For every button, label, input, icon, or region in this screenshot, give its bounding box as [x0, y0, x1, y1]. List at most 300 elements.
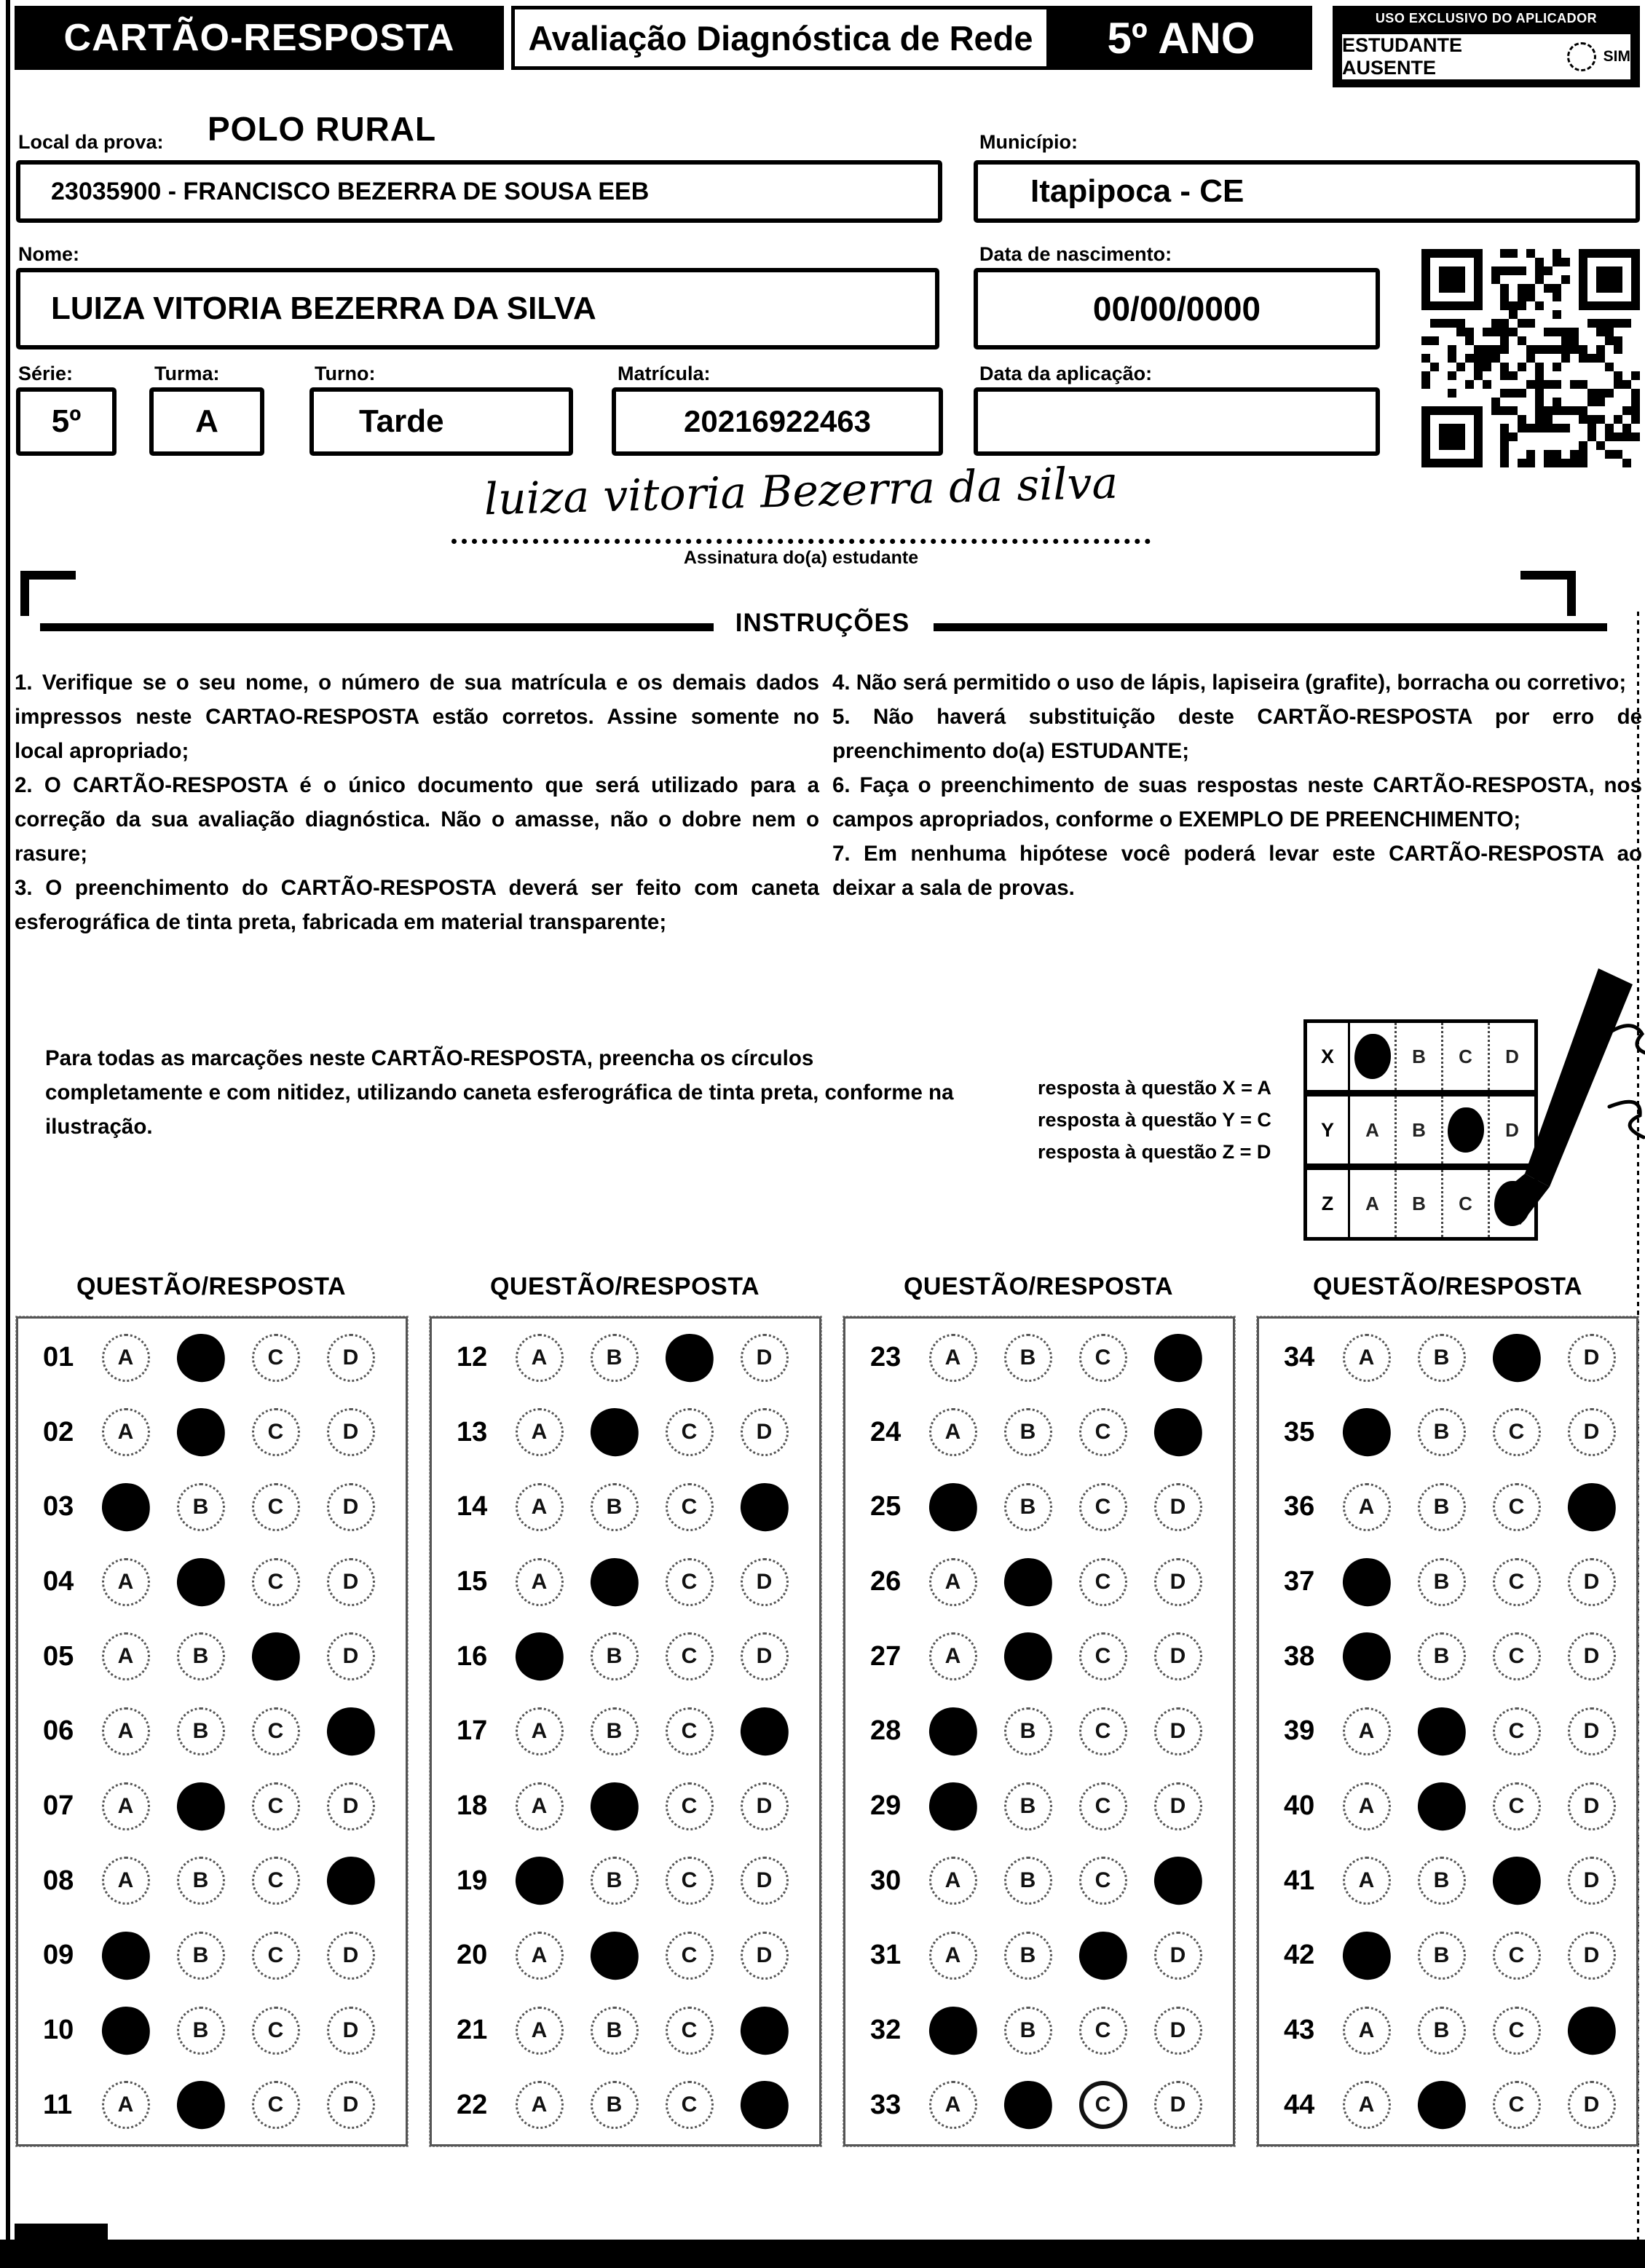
question-row: [1259, 1845, 1636, 1916]
answer-bubble[interactable]: B: [591, 1483, 639, 1531]
answer-bubble-filled[interactable]: [737, 1704, 792, 1759]
answer-cell: [1065, 1334, 1140, 1382]
answer-bubble[interactable]: A: [516, 1932, 564, 1980]
answer-bubble[interactable]: C: [1079, 1483, 1127, 1531]
answer-bubble[interactable]: B: [1004, 1707, 1052, 1755]
answer-bubble-filled[interactable]: [1489, 1330, 1544, 1385]
answer-cell: [238, 1782, 313, 1830]
answer-bubble[interactable]: D: [327, 1632, 375, 1680]
answer-bubble[interactable]: C: [252, 1707, 300, 1755]
answer-bubble[interactable]: C: [1079, 1408, 1127, 1456]
answer-bubble[interactable]: B: [591, 1632, 639, 1680]
answer-bubble[interactable]: B: [1418, 1932, 1466, 1980]
answer-cell: [1140, 1782, 1215, 1830]
answer-cell: [1065, 1483, 1140, 1531]
answer-bubble[interactable]: B: [177, 2007, 225, 2055]
answer-bubble[interactable]: C: [1493, 1782, 1541, 1830]
answer-bubble[interactable]: C: [1493, 1558, 1541, 1606]
answer-bubble-filled[interactable]: [248, 1629, 303, 1684]
answer-bubble[interactable]: D: [1154, 1632, 1202, 1680]
answer-cell: [652, 2007, 727, 2055]
turno-label: Turno:: [315, 363, 376, 384]
signature-line: [451, 539, 1151, 544]
answer-bubble[interactable]: B: [1418, 1334, 1466, 1382]
answer-cell: [313, 1334, 388, 1382]
answer-bubble[interactable]: D: [1154, 1782, 1202, 1830]
answer-bubble[interactable]: B: [591, 1707, 639, 1755]
answer-bubble[interactable]: A: [516, 2081, 564, 2129]
answer-bubble[interactable]: D: [1568, 1932, 1616, 1980]
answer-bubble[interactable]: D: [1154, 1483, 1202, 1531]
answer-bubble[interactable]: A: [1343, 1782, 1391, 1830]
answer-bubble[interactable]: A: [516, 1334, 564, 1382]
example-bubble: D: [1505, 1045, 1519, 1067]
answer-bubble[interactable]: B: [1004, 1408, 1052, 1456]
answer-cell: [502, 1782, 577, 1830]
answer-bubble[interactable]: B: [1004, 1483, 1052, 1531]
answer-cell: [577, 1483, 652, 1531]
question-number: 14: [457, 1491, 488, 1522]
question-number: 35: [1284, 1416, 1315, 1447]
answer-bubble-filled[interactable]: [1151, 1405, 1205, 1460]
answer-bubble[interactable]: B: [1004, 1782, 1052, 1830]
answer-bubble[interactable]: B: [177, 1483, 225, 1531]
answer-bubble[interactable]: D: [741, 1782, 789, 1830]
answer-bubble[interactable]: A: [929, 1558, 977, 1606]
answer-cell: [1554, 1632, 1629, 1680]
answer-bubble[interactable]: D: [1568, 1408, 1616, 1456]
answer-bubble[interactable]: B: [591, 2081, 639, 2129]
answer-bubble[interactable]: D: [1154, 1558, 1202, 1606]
answer-bubble[interactable]: A: [1343, 1483, 1391, 1531]
answer-cell: [238, 1334, 313, 1382]
answer-cell: [1554, 1558, 1629, 1606]
answer-bubble[interactable]: C: [1493, 2007, 1541, 2055]
answer-bubble[interactable]: C: [666, 1483, 714, 1531]
aplicacao-field[interactable]: [974, 387, 1380, 456]
answer-cell: [915, 1857, 990, 1905]
answer-bubble[interactable]: C: [1493, 2081, 1541, 2129]
local-value: POLO RURAL: [208, 110, 437, 148]
answer-bubble[interactable]: A: [516, 1483, 564, 1531]
answer-bubble-filled[interactable]: [662, 1330, 717, 1385]
answer-bubble-filled[interactable]: [98, 1480, 153, 1535]
answer-cell: [652, 1558, 727, 1606]
answer-bubble-filled[interactable]: [1076, 1929, 1130, 1983]
answer-bubble-filled[interactable]: [173, 1330, 228, 1385]
answer-bubble[interactable]: A: [1343, 1857, 1391, 1905]
answer-cell: [502, 1408, 577, 1456]
answer-bubble[interactable]: C: [666, 1632, 714, 1680]
question-row: [432, 1771, 819, 1842]
answer-bubble[interactable]: D: [327, 2081, 375, 2129]
answer-cell: [1329, 1632, 1404, 1680]
instruction-item: 3. O preenchimento do CARTÃO-RESPOSTA deverá ser feito com caneta esferográfica de tinta preta, fabricada em material transparente;: [15, 876, 819, 934]
answer-bubble[interactable]: C: [666, 1558, 714, 1606]
answer-cell: [163, 1408, 238, 1456]
answer-bubble-filled[interactable]: [587, 1779, 642, 1833]
question-number: 13: [457, 1416, 488, 1447]
answer-bubble-filled[interactable]: [173, 2078, 228, 2133]
answer-bubble[interactable]: D: [1154, 1932, 1202, 1980]
answer-cell: [990, 1857, 1065, 1905]
answer-bubble-filled[interactable]: [1414, 2078, 1469, 2133]
question-number: 16: [457, 1640, 488, 1672]
answer-bubble[interactable]: C: [1079, 1707, 1127, 1755]
answer-bubble[interactable]: C: [1079, 1857, 1127, 1905]
answer-bubble[interactable]: C: [1079, 1632, 1127, 1680]
question-row: [845, 1995, 1233, 2066]
answer-cell: [577, 1632, 652, 1680]
answer-bubble[interactable]: A: [929, 1408, 977, 1456]
answer-bubble[interactable]: D: [1154, 2081, 1202, 2129]
answer-cell: [1329, 1932, 1404, 1980]
answer-cell: [990, 2081, 1065, 2129]
answer-bubble[interactable]: D: [741, 1334, 789, 1382]
answer-bubble-filled[interactable]: [1339, 1405, 1394, 1460]
answer-cell: [1140, 1707, 1215, 1755]
answer-bubble[interactable]: D: [1568, 1857, 1616, 1905]
answer-bubble-filled[interactable]: [1414, 1779, 1469, 1833]
answer-bubble[interactable]: D: [1568, 1632, 1616, 1680]
question-row: [18, 1920, 406, 1991]
answer-cell: [727, 1632, 802, 1680]
answer-cell: [1554, 1408, 1629, 1456]
answer-bubble-filled[interactable]: [926, 1480, 980, 1535]
answer-cell: [1554, 2007, 1629, 2055]
answer-bubble[interactable]: C: [1493, 1483, 1541, 1531]
answer-bubble-filled[interactable]: [737, 1480, 792, 1535]
answer-cell: [1404, 1558, 1479, 1606]
answer-bubble[interactable]: C: [666, 1782, 714, 1830]
serie-field[interactable]: 5º: [16, 387, 117, 456]
answer-bubble[interactable]: C: [252, 1782, 300, 1830]
answer-cell: [1140, 2007, 1215, 2055]
nome-field[interactable]: LUIZA VITORIA BEZERRA DA SILVA: [16, 268, 939, 349]
question-row: [1259, 1696, 1636, 1767]
answer-bubble[interactable]: A: [929, 1857, 977, 1905]
answer-bubble[interactable]: C: [666, 2081, 714, 2129]
answer-bubble[interactable]: A: [516, 1782, 564, 1830]
assessment-title: Avaliação Diagnóstica de Rede: [511, 6, 1050, 70]
school-field[interactable]: 23035900 - FRANCISCO BEZERRA DE SOUSA EEB: [16, 160, 942, 223]
answer-bubble[interactable]: B: [1004, 1932, 1052, 1980]
answer-bubble[interactable]: A: [929, 1334, 977, 1382]
answer-bubble[interactable]: B: [1418, 1857, 1466, 1905]
answer-bubble[interactable]: D: [741, 1408, 789, 1456]
question-number: 31: [870, 1940, 902, 1971]
answer-bubble[interactable]: C: [1493, 1707, 1541, 1755]
answer-cell: [577, 1558, 652, 1606]
answer-bubble-filled[interactable]: [587, 1405, 642, 1460]
answer-bubble[interactable]: C: [666, 1408, 714, 1456]
answer-cell: [313, 1707, 388, 1755]
answer-bubble[interactable]: C: [252, 1857, 300, 1905]
answer-bubble-filled[interactable]: [587, 1929, 642, 1983]
answer-cell: [727, 1707, 802, 1755]
applicator-label: USO EXCLUSIVO DO APLICADOR: [1375, 11, 1598, 25]
answer-cell: [88, 1707, 163, 1755]
signature-label: Assinatura do(a) estudante: [683, 548, 919, 568]
question-number: 43: [1284, 2015, 1315, 2046]
answer-bubble[interactable]: C: [1493, 1632, 1541, 1680]
question-number: 15: [457, 1566, 488, 1597]
question-number: 36: [1284, 1491, 1315, 1522]
answer-bubble[interactable]: A: [102, 1632, 150, 1680]
answer-bubble-filled[interactable]: [323, 1854, 378, 1908]
answer-bubble[interactable]: C: [252, 1334, 300, 1382]
answer-cell: [1329, 1334, 1404, 1382]
answer-bubble-filled[interactable]: [737, 2003, 792, 2058]
student-absent-box: [1340, 32, 1633, 82]
answer-bubble-filled[interactable]: [926, 2003, 980, 2058]
student-signature[interactable]: luiza vitoria Bezerra da silva: [483, 457, 1119, 526]
answer-bubble[interactable]: D: [327, 1558, 375, 1606]
answer-bubble[interactable]: A: [1343, 2081, 1391, 2129]
question-row: [432, 2069, 819, 2141]
answer-cell: [1554, 1782, 1629, 1830]
answer-bubble-filled[interactable]: [512, 1629, 567, 1684]
answer-cell: [238, 2007, 313, 2055]
answer-bubble[interactable]: A: [102, 1857, 150, 1905]
answer-cell: [577, 1932, 652, 1980]
answer-bubble-filled[interactable]: [98, 1929, 153, 1983]
answer-cell: [1065, 1707, 1140, 1755]
answer-bubble-filled[interactable]: [926, 1779, 980, 1833]
answer-bubble[interactable]: C: [252, 1408, 300, 1456]
answer-bubble-filled[interactable]: [1001, 1554, 1055, 1609]
answer-bubble[interactable]: B: [1418, 1408, 1466, 1456]
answer-bubble-filled[interactable]: [1414, 1704, 1469, 1759]
answer-cell: [1479, 2007, 1554, 2055]
answer-cell: [727, 1408, 802, 1456]
answer-bubble[interactable]: B: [177, 1632, 225, 1680]
answer-cell: [577, 1782, 652, 1830]
answer-bubble-filled[interactable]: [1339, 1629, 1394, 1684]
answer-bubble[interactable]: C: [252, 2007, 300, 2055]
local-label: Local da prova:: [18, 131, 164, 153]
answer-bubble[interactable]: C: [666, 1707, 714, 1755]
applicator-panel: [1333, 6, 1640, 87]
answer-bubble[interactable]: A: [102, 1408, 150, 1456]
question-number: 20: [457, 1940, 488, 1971]
example-bubble: D: [1505, 1118, 1519, 1141]
answer-bubble[interactable]: D: [327, 1334, 375, 1382]
example-row-label: X: [1307, 1023, 1350, 1090]
answer-bubble[interactable]: C: [252, 1558, 300, 1606]
answer-bubble[interactable]: A: [929, 2081, 977, 2129]
answer-cell: [88, 1932, 163, 1980]
answers-header-4: QUESTÃO/RESPOSTA: [1312, 1273, 1583, 1300]
answer-cell: [990, 1408, 1065, 1456]
answer-cell: [727, 1483, 802, 1531]
answer-cell: [163, 1782, 238, 1830]
answers-header-2: QUESTÃO/RESPOSTA: [489, 1273, 760, 1300]
answer-bubble[interactable]: D: [1154, 1707, 1202, 1755]
answer-cell: [577, 1857, 652, 1905]
turno-field[interactable]: Tarde: [309, 387, 573, 456]
answer-bubble[interactable]: D: [327, 2007, 375, 2055]
answer-bubble-filled[interactable]: [1151, 1854, 1205, 1908]
question-row: [845, 1546, 1233, 1618]
answer-bubble[interactable]: A: [102, 1707, 150, 1755]
answer-cell: [1404, 1408, 1479, 1456]
answer-bubble[interactable]: D: [1568, 1334, 1616, 1382]
answer-bubble-filled[interactable]: [173, 1554, 228, 1609]
answer-bubble[interactable]: A: [516, 2007, 564, 2055]
answer-bubble-filled[interactable]: [323, 1704, 378, 1759]
nascimento-field[interactable]: 00/00/0000: [974, 268, 1380, 349]
answer-cell: [88, 1408, 163, 1456]
answer-bubble[interactable]: C: [1079, 1334, 1127, 1382]
answer-bubble-filled[interactable]: [1339, 1554, 1394, 1609]
answer-bubble[interactable]: C: [1079, 1782, 1127, 1830]
answer-bubble-filled[interactable]: [512, 1854, 567, 1908]
answer-cell: [1554, 1707, 1629, 1755]
municipio-label: Município:: [979, 131, 1078, 153]
answer-bubble[interactable]: A: [1343, 1707, 1391, 1755]
answer-bubble[interactable]: B: [1004, 1334, 1052, 1382]
answer-bubble[interactable]: B: [591, 2007, 639, 2055]
answer-bubble[interactable]: D: [741, 1632, 789, 1680]
question-number: 37: [1284, 1566, 1315, 1597]
question-number: 17: [457, 1715, 488, 1747]
answer-bubble[interactable]: D: [1568, 1558, 1616, 1606]
answer-cell: [652, 1632, 727, 1680]
question-number: 33: [870, 2089, 902, 2120]
municipio-field[interactable]: Itapipoca - CE: [974, 160, 1640, 223]
answer-cell: [88, 2081, 163, 2129]
answer-bubble[interactable]: B: [1004, 1857, 1052, 1905]
answer-bubble[interactable]: D: [741, 1558, 789, 1606]
answer-bubble[interactable]: D: [327, 1932, 375, 1980]
answer-cell: [990, 1707, 1065, 1755]
answer-bubble-filled[interactable]: [173, 1405, 228, 1460]
answer-cell: [238, 1558, 313, 1606]
answer-bubble-filled[interactable]: [1564, 2003, 1619, 2058]
question-number: 18: [457, 1790, 488, 1822]
answer-bubble[interactable]: B: [591, 1334, 639, 1382]
matricula-field[interactable]: 20216922463: [612, 387, 943, 456]
answer-cell: [88, 2007, 163, 2055]
answer-cell: [915, 1632, 990, 1680]
answer-bubble[interactable]: D: [327, 1782, 375, 1830]
nome-label: Nome:: [18, 243, 80, 265]
answer-bubble[interactable]: C: [1079, 1558, 1127, 1606]
answer-bubble[interactable]: C: [1493, 1408, 1541, 1456]
answer-bubble[interactable]: C: [666, 1932, 714, 1980]
answer-bubble[interactable]: C: [1493, 1932, 1541, 1980]
absent-bubble[interactable]: [1567, 42, 1596, 71]
answer-bubble[interactable]: A: [929, 1632, 977, 1680]
answer-bubble[interactable]: B: [591, 1857, 639, 1905]
answer-cell: [88, 1857, 163, 1905]
answer-cell: [577, 2007, 652, 2055]
answer-cell: [88, 1483, 163, 1531]
answer-bubble[interactable]: C: [1079, 2007, 1127, 2055]
answer-bubble-filled[interactable]: [1339, 1929, 1394, 1983]
answers-column-4: [1257, 1316, 1638, 2146]
answer-bubble[interactable]: D: [1568, 1707, 1616, 1755]
answer-bubble-filled[interactable]: [1001, 2078, 1055, 2133]
answer-bubble[interactable]: C: [666, 1857, 714, 1905]
question-row: [18, 1471, 406, 1543]
answer-bubble[interactable]: D: [1568, 1782, 1616, 1830]
answer-bubble[interactable]: C: [252, 1932, 300, 1980]
answer-bubble-filled[interactable]: [737, 2078, 792, 2133]
answer-bubble[interactable]: A: [102, 1782, 150, 1830]
question-number: 01: [43, 1342, 74, 1373]
answer-bubble-filled[interactable]: [1151, 1330, 1205, 1385]
instruction-item: 4. Não será permitido o uso de lápis, lapiseira (grafite), borracha ou corretivo;: [832, 671, 1627, 695]
question-number: 27: [870, 1640, 902, 1672]
answer-bubble[interactable]: A: [516, 1707, 564, 1755]
answer-bubble[interactable]: A: [929, 1932, 977, 1980]
answer-cell: [915, 1483, 990, 1531]
answer-bubble[interactable]: A: [102, 2081, 150, 2129]
answer-bubble[interactable]: C: [666, 2007, 714, 2055]
answer-bubble[interactable]: B: [1418, 1483, 1466, 1531]
answer-bubble[interactable]: A: [1343, 1334, 1391, 1382]
answer-bubble-filled[interactable]: [1564, 1480, 1619, 1535]
example-bubble-filled: [1443, 1097, 1490, 1163]
answer-bubble[interactable]: C: [252, 2081, 300, 2129]
answer-bubble[interactable]: D: [741, 1932, 789, 1980]
answer-cell: [1329, 1857, 1404, 1905]
answer-bubble[interactable]: D: [327, 1483, 375, 1531]
answer-bubble-filled[interactable]: [1001, 1629, 1055, 1684]
answer-bubble[interactable]: A: [102, 1558, 150, 1606]
answer-bubble[interactable]: A: [102, 1334, 150, 1382]
question-number: 23: [870, 1342, 902, 1373]
answer-cell: [1404, 2081, 1479, 2129]
answer-bubble[interactable]: B: [1418, 2007, 1466, 2055]
answer-bubble[interactable]: A: [516, 1558, 564, 1606]
answer-bubble[interactable]: B: [177, 1932, 225, 1980]
answer-bubble[interactable]: B: [1004, 2007, 1052, 2055]
answer-cell: [1065, 1558, 1140, 1606]
answer-cell: [990, 1483, 1065, 1531]
answer-bubble-filled[interactable]: [1489, 1854, 1544, 1908]
answer-cell: [502, 1707, 577, 1755]
answer-bubble[interactable]: B: [177, 1857, 225, 1905]
answers-column-2: [430, 1316, 821, 2146]
answer-bubble[interactable]: D: [1154, 2007, 1202, 2055]
answer-bubble[interactable]: B: [177, 1707, 225, 1755]
answer-bubble-filled[interactable]: [587, 1554, 642, 1609]
turma-field[interactable]: A: [149, 387, 264, 456]
question-row: [432, 1621, 819, 1692]
answer-bubble[interactable]: C: [1079, 2081, 1127, 2129]
answer-bubble-filled[interactable]: [926, 1704, 980, 1759]
answer-bubble[interactable]: D: [741, 1857, 789, 1905]
answer-bubble-filled[interactable]: [173, 1779, 228, 1833]
answer-bubble[interactable]: D: [327, 1408, 375, 1456]
answer-cell: [652, 1932, 727, 1980]
answer-bubble[interactable]: B: [1418, 1558, 1466, 1606]
answer-bubble[interactable]: D: [1568, 2081, 1616, 2129]
answer-bubble[interactable]: C: [252, 1483, 300, 1531]
answer-cell: [1479, 1632, 1554, 1680]
question-number: 19: [457, 1865, 488, 1896]
answer-bubble-filled[interactable]: [98, 2003, 153, 2058]
question-number: 28: [870, 1715, 902, 1747]
answer-bubble[interactable]: B: [1418, 1632, 1466, 1680]
serie-label: Série:: [18, 363, 74, 384]
answer-bubble[interactable]: A: [516, 1408, 564, 1456]
answer-cell: [163, 2007, 238, 2055]
answer-bubble[interactable]: A: [1343, 2007, 1391, 2055]
